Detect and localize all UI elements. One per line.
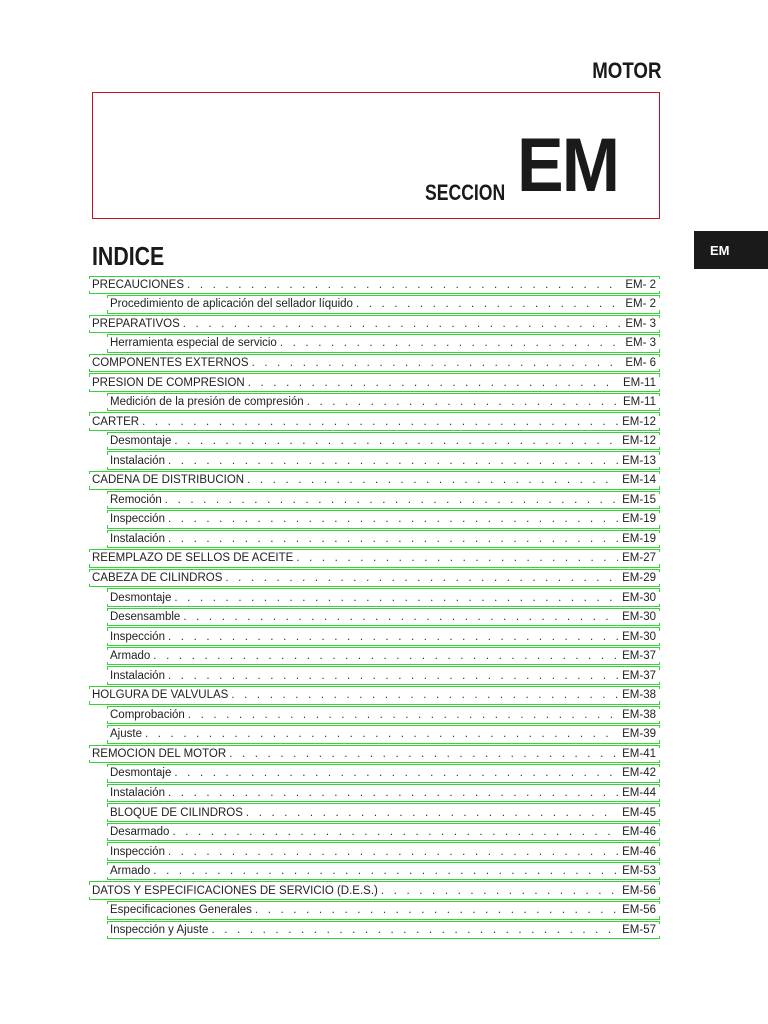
- toc-entry-title: Inspección y Ajuste: [89, 924, 211, 936]
- toc-entry-page: EM-57: [618, 924, 660, 936]
- toc-leader-dots: [183, 318, 622, 330]
- toc-entry[interactable]: [89, 451, 660, 471]
- toc-entry-title: Instalación: [89, 670, 168, 682]
- toc-entry[interactable]: [89, 725, 660, 745]
- toc-leader-dots: [168, 455, 618, 467]
- toc-entry-page: EM-56: [618, 904, 660, 916]
- toc-leader-dots: [188, 709, 618, 721]
- toc-entry-title: Desmontaje: [89, 767, 174, 779]
- toc-entry-page: EM-29: [618, 572, 660, 584]
- toc-entry-page: EM-13: [618, 455, 660, 467]
- toc-entry-page: EM-46: [618, 846, 660, 858]
- toc-entry-page: EM-38: [618, 709, 660, 721]
- toc-leader-dots: [174, 592, 618, 604]
- toc-entry[interactable]: [89, 881, 660, 901]
- toc-entry-page: EM-11: [619, 396, 660, 408]
- toc-entry-title: Procedimiento de aplicación del sellador líquido: [89, 298, 356, 310]
- toc-entry-page: EM-39: [618, 728, 660, 740]
- toc-leader-dots: [168, 513, 618, 525]
- toc-leader-dots: [246, 807, 618, 819]
- toc-leader-dots: [168, 846, 618, 858]
- toc-entry-title: DATOS Y ESPECIFICACIONES DE SERVICIO (D.E.S.): [89, 885, 381, 897]
- toc-leader-dots: [168, 787, 618, 799]
- toc-leader-dots: [229, 748, 618, 760]
- toc-entry[interactable]: [89, 901, 660, 921]
- toc-entry-page: EM- 3: [621, 337, 660, 349]
- toc-leader-dots: [247, 474, 618, 486]
- toc-leader-dots: [168, 533, 618, 545]
- toc-entry-page: EM-44: [618, 787, 660, 799]
- toc-leader-dots: [307, 396, 619, 408]
- toc-entry[interactable]: [89, 275, 660, 295]
- toc-entry[interactable]: [89, 764, 660, 784]
- toc-entry-title: Instalación: [89, 787, 168, 799]
- toc-entry-page: EM-37: [618, 650, 660, 662]
- toc-entry-title: PREPARATIVOS: [89, 318, 183, 330]
- toc-leader-dots: [145, 728, 618, 740]
- toc-entry[interactable]: [89, 392, 660, 412]
- toc-entry-page: EM-30: [618, 611, 660, 623]
- toc-entry-title: Armado: [89, 650, 153, 662]
- toc-leader-dots: [225, 572, 618, 584]
- toc-entry-page: EM-15: [618, 494, 660, 506]
- toc-entry[interactable]: [89, 431, 660, 451]
- section-label: SECCION: [425, 180, 506, 205]
- toc-entry[interactable]: [89, 842, 660, 862]
- toc-leader-dots: [248, 377, 619, 389]
- toc-leader-dots: [252, 357, 622, 369]
- toc-entry-title: CABEZA DE CILINDROS: [89, 572, 225, 584]
- toc-entry-title: Inspección: [89, 631, 168, 643]
- toc-leader-dots: [142, 416, 618, 428]
- toc-leader-dots: [153, 865, 618, 877]
- toc-entry[interactable]: [89, 549, 660, 569]
- toc-leader-dots: [172, 826, 618, 838]
- section-side-tab[interactable]: [694, 231, 768, 269]
- toc-entry-title: Especificaciones Generales: [89, 904, 255, 916]
- toc-entry-page: EM-30: [618, 592, 660, 604]
- toc-entry[interactable]: [89, 510, 660, 530]
- toc-entry-page: EM-14: [618, 474, 660, 486]
- toc-entry[interactable]: [89, 412, 660, 432]
- toc-entry-title: Medición de la presión de compresión: [89, 396, 307, 408]
- toc-entry-page: EM-19: [618, 513, 660, 525]
- toc-entry[interactable]: [89, 607, 660, 627]
- toc-entry[interactable]: [89, 373, 660, 393]
- toc-leader-dots: [168, 631, 618, 643]
- toc-entry-title: Herramienta especial de servicio: [89, 337, 280, 349]
- toc-entry-page: EM-27: [618, 552, 660, 564]
- toc-leader-dots: [296, 552, 618, 564]
- toc-entry[interactable]: [89, 353, 660, 373]
- toc-entry[interactable]: [89, 705, 660, 725]
- table-of-contents: [89, 275, 660, 940]
- toc-entry-title: Desmontaje: [89, 435, 174, 447]
- toc-entry-title: REEMPLAZO DE SELLOS DE ACEITE: [89, 552, 296, 564]
- toc-entry-title: Inspección: [89, 513, 168, 525]
- toc-entry-page: EM-12: [618, 435, 660, 447]
- toc-leader-dots: [231, 689, 618, 701]
- toc-entry-page: EM- 6: [621, 357, 660, 369]
- index-heading: INDICE: [92, 241, 165, 271]
- toc-entry-page: EM- 3: [621, 318, 660, 330]
- toc-entry[interactable]: [89, 588, 660, 608]
- toc-entry-title: Armado: [89, 865, 153, 877]
- toc-entry[interactable]: [89, 646, 660, 666]
- toc-entry-title: Comprobación: [89, 709, 188, 721]
- toc-entry[interactable]: [89, 627, 660, 647]
- toc-entry[interactable]: [89, 314, 660, 334]
- toc-entry-title: Remoción: [89, 494, 165, 506]
- toc-entry-title: Ajuste: [89, 728, 145, 740]
- toc-entry-page: EM-45: [618, 807, 660, 819]
- toc-entry[interactable]: [89, 803, 660, 823]
- toc-entry[interactable]: [89, 744, 660, 764]
- toc-entry-page: EM-38: [618, 689, 660, 701]
- toc-entry[interactable]: [89, 568, 660, 588]
- toc-entry-title: CARTER: [89, 416, 142, 428]
- toc-leader-dots: [187, 279, 621, 291]
- manual-section-title: MOTOR: [591, 58, 661, 83]
- toc-leader-dots: [183, 611, 618, 623]
- toc-leader-dots: [168, 670, 618, 682]
- toc-entry-page: EM-37: [618, 670, 660, 682]
- toc-entry[interactable]: [89, 822, 660, 842]
- toc-leader-dots: [174, 767, 618, 779]
- toc-entry-page: EM-30: [618, 631, 660, 643]
- toc-entry-title: COMPONENTES EXTERNOS: [89, 357, 252, 369]
- toc-entry-page: EM-11: [619, 377, 660, 389]
- toc-entry-page: EM- 2: [621, 279, 660, 291]
- toc-entry-title: Desensamble: [89, 611, 183, 623]
- toc-entry-title: REMOCION DEL MOTOR: [89, 748, 229, 760]
- toc-entry-page: EM-19: [618, 533, 660, 545]
- toc-entry-page: EM-46: [618, 826, 660, 838]
- toc-leader-dots: [356, 298, 621, 310]
- toc-entry[interactable]: [89, 920, 660, 940]
- toc-leader-dots: [153, 650, 618, 662]
- toc-entry[interactable]: [89, 685, 660, 705]
- toc-entry-title: Instalación: [89, 455, 168, 467]
- toc-entry[interactable]: [89, 861, 660, 881]
- toc-entry-title: Instalación: [89, 533, 168, 545]
- toc-entry-page: EM-42: [618, 767, 660, 779]
- toc-leader-dots: [165, 494, 618, 506]
- toc-leader-dots: [174, 435, 618, 447]
- toc-entry[interactable]: [89, 334, 660, 354]
- toc-entry-title: PRECAUCIONES: [89, 279, 187, 291]
- toc-entry-title: Desmontaje: [89, 592, 174, 604]
- toc-entry-title: CADENA DE DISTRIBUCION: [89, 474, 247, 486]
- toc-entry[interactable]: [89, 783, 660, 803]
- toc-entry[interactable]: [89, 295, 660, 315]
- toc-leader-dots: [381, 885, 618, 897]
- toc-leader-dots: [211, 924, 618, 936]
- toc-leader-dots: [280, 337, 622, 349]
- toc-entry-title: Desarmado: [89, 826, 172, 838]
- toc-entry-title: PRESION DE COMPRESION: [89, 377, 248, 389]
- toc-entry[interactable]: [89, 470, 660, 490]
- toc-entry-page: EM-12: [618, 416, 660, 428]
- toc-entry-title: Inspección: [89, 846, 168, 858]
- section-code: EM: [517, 123, 619, 208]
- toc-entry-title: BLOQUE DE CILINDROS: [89, 807, 246, 819]
- toc-entry-title: HOLGURA DE VALVULAS: [89, 689, 231, 701]
- toc-entry-page: EM-56: [618, 885, 660, 897]
- toc-leader-dots: [255, 904, 618, 916]
- toc-entry[interactable]: [89, 490, 660, 510]
- toc-entry[interactable]: [89, 529, 660, 549]
- toc-entry-page: EM- 2: [621, 298, 660, 310]
- toc-entry-page: EM-53: [618, 865, 660, 877]
- toc-entry-page: EM-41: [618, 748, 660, 760]
- side-tab-label: EM: [710, 242, 730, 258]
- toc-entry[interactable]: [89, 666, 660, 686]
